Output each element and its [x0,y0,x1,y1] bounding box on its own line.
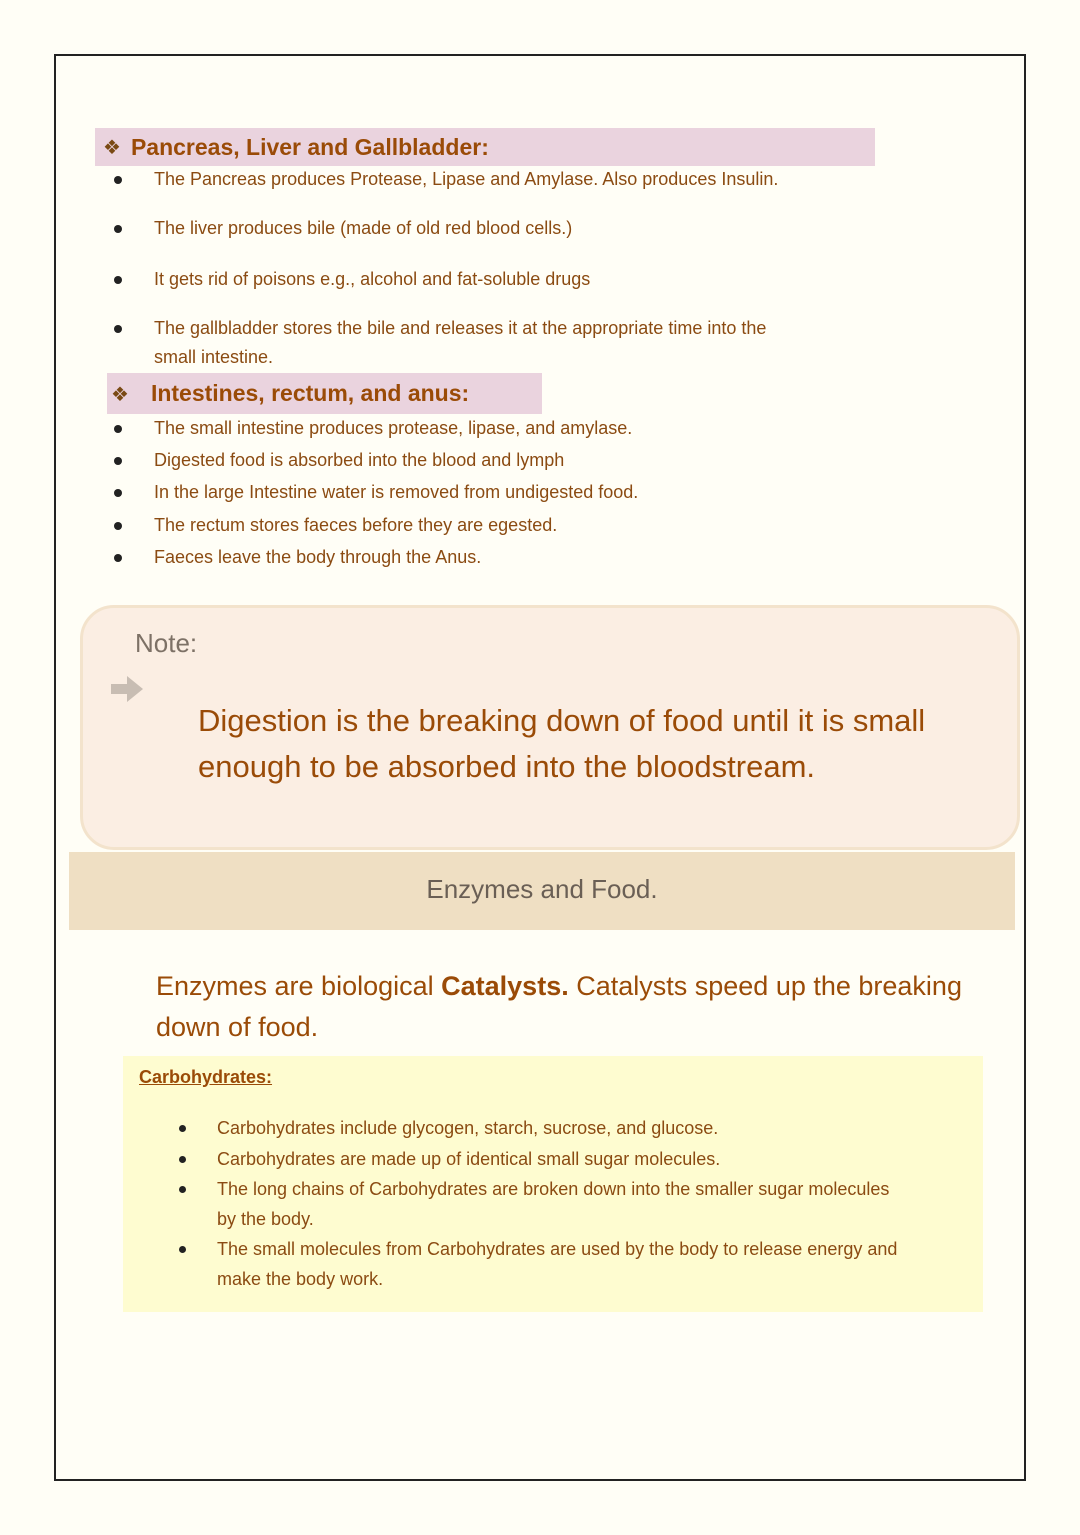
carbohydrates-heading: Carbohydrates: [139,1067,273,1087]
bullet-icon [114,225,122,233]
bullet-icon [114,176,122,184]
bullet-icon [114,425,122,433]
bullet-icon [114,522,122,530]
section-title: Enzymes and Food. [426,874,658,904]
section-band-enzymes [69,852,1015,930]
heading-text: Intestines, rectum, and anus: [150,380,470,406]
section-heading-intestines [107,373,542,414]
arrow-right-icon [109,674,145,709]
bullet-icon [114,457,122,465]
note-box [80,605,1020,850]
bullet-icon [179,1125,186,1132]
carbohydrates-box: Carbohydrates: Carbohydrates include glycogen, starch, sucrose, and glucose. Carbohydrates are made up of identical small sugar molecules. The long chains of Carbohydrates are broken down into the smaller sugar molecules by the body. The small molecules from Carbohydrates are used by the body to release energy and make the body work. [123,1056,983,1312]
diamond-bullet-icon: ❖ [111,381,129,406]
section-heading-pancreas [95,128,875,166]
bullet-icon [114,325,122,333]
bullet-icon [179,1186,186,1193]
diamond-bullet-icon: ❖ [103,135,121,159]
heading-text: Pancreas, Liver and Gallbladder: [130,133,489,160]
bullet-icon [114,276,122,284]
enzymes-intro: Enzymes are biological Catalysts. Catalysts speed up the breaking down of food. [156,971,962,1042]
note-text: Digestion is the breaking down of food until it is small enough to be absorbed into the bloodstream. [198,703,926,784]
bullet-icon [114,489,122,497]
note-label: Note: [135,628,198,658]
bullet-icon [179,1246,186,1253]
bullet-icon [114,554,122,562]
bullet-icon [179,1156,186,1163]
